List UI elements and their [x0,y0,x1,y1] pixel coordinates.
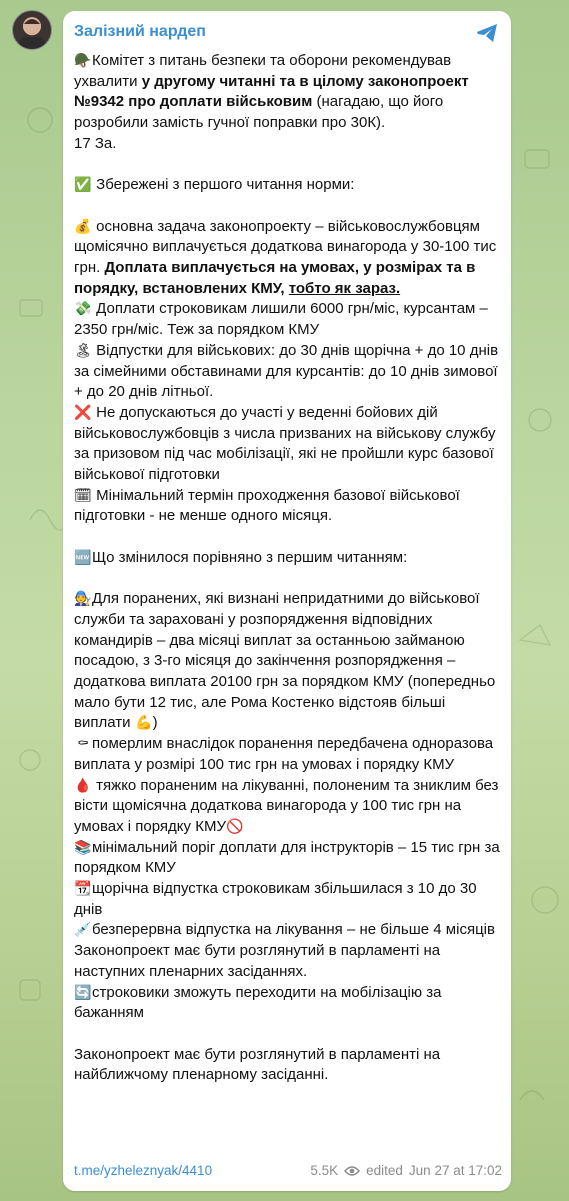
paragraph-intro [74,51,502,134]
severely-wounded-text: тяжко пораненим на лікуванні, полоненим та зниклим без вісти щомісячна додаткова винагорода у 100 тис грн на умовах і порядку КМУ [74,776,499,835]
votes-line: 17 За. [74,134,117,152]
deceased-text: померлим внаслідок поранення передбачена одноразова виплата у розмірі 100 тис грн на умовах і порядку КМУ [74,735,494,773]
item-severely-wounded [74,776,502,838]
worker-icon: 🧑‍🔧 [74,591,92,608]
item-training-term [74,486,502,527]
leave-text: Відпустки для військових: до 30 днів щорічна + до 10 днів за сімейними обставинами для курсантів: до 10 днів зимової + до 20 днів літньої. [74,341,499,401]
item-mobilization [74,983,502,1024]
new-badge-icon: 🆕 [74,549,92,566]
section-kept-label: Збережені з першого читання норми: [92,176,355,194]
training-term-text: Мінімальний термін проходження базової військової підготовки - не менше одного місяця. [74,486,460,525]
books-icon: 📚 [74,839,92,856]
coffin-icon: ⚰ [77,736,89,753]
telegram-send-icon[interactable] [475,21,499,45]
section-changes-label: Що змінилося порівняно з першим читанням: [92,548,408,566]
flexed-biceps-icon: 💪 [134,715,153,732]
combat-ban-text: Не допускаються до участі у веденні бойових дій військовослужбовців з числа призваних на військову службу за призовом під час мобілізації, які не пройшли курс базової військової підготовки [74,403,496,484]
money-wings-icon: 💸 [74,301,92,318]
conscripts-text: Доплати строковикам лишили 6000 грн/міс, курсантам – 2350 грн/міс. Теж за порядком КМУ [74,300,488,339]
item-leave [74,341,502,403]
mobilization-text: строковики зможуть переходити на мобілізацію за бажанням [74,983,442,1022]
item-main-task [74,217,502,300]
wounded-text: Для поранених, які визнані непридатними до військової служби та зараховані у розпорядження відповідних командирів – два місяці виплат за останньою займаною посадою, з 3-го місяця до закінчення розпорядження – додаткова виплата 20100 грн за порядком КМУ (попередньо мало бути 12 тис, але Рома Костенко відстояв більші виплати [74,590,496,732]
message-footer [74,1163,502,1183]
item-consideration: Законопроект має бути розглянутий в парламенті на наступних пленарних засіданнях. [74,942,441,980]
syringe-icon: 💉 [74,922,92,939]
repeat-arrows-icon: 🔄 [74,984,92,1001]
item-combat-ban [74,403,502,486]
post-link[interactable]: t.me/yzheleznyak/4410 [74,1163,213,1178]
channel-name[interactable]: Залізний нардеп [74,23,206,40]
medical-leave-text: безперервна відпустка на лікування – не більше 4 місяців [92,921,495,939]
edited-label: edited [366,1163,403,1178]
money-bag-icon: 💰 [74,218,92,235]
calendar-icon: 🗓 [74,487,92,504]
message-bubble [63,11,511,1191]
item-wounded [74,589,502,734]
prohibited-icon: 🚫 [226,818,244,835]
message-meta [310,1163,502,1178]
item-annual-leave [74,879,502,920]
intro-text: Комітет з питань безпеки та оборони рекомендував ухвалити [74,52,452,90]
channel-avatar[interactable] [12,10,52,50]
item-medical-leave [74,920,502,941]
message-date: Jun 27 at 17:02 [408,1163,502,1178]
eye-icon [344,1165,360,1177]
section-changes [74,548,502,569]
main-task-bold: Доплата виплачується на умовах, у розмірах та в порядку, встановлених КМУ, [74,259,476,297]
cross-mark-icon: ❌ [74,404,92,421]
intro-rest: (нагадаю, що його розробили замість гучної поправки про 30К). [74,93,444,132]
blood-drop-icon: 🩸 [74,777,92,794]
main-task-text: основна задача законопроекту – військовослужбовцям щомісячно виплачується додаткова винагорода у 30-100 тис грн. [74,217,497,276]
helmet-icon: 🪖 [74,53,92,69]
final-note: Законопроект має бути розглянутий в парламенті на найближчому пленарному засіданні. [74,1045,441,1084]
island-icon: 🏝 [74,342,92,359]
check-icon: ✅ [74,177,92,194]
message-text [74,51,502,1086]
item-conscripts [74,299,502,340]
annual-leave-text: щорічна відпустка строковикам збільшилася з 10 до 30 днів [74,880,477,918]
wounded-end: ) [152,714,158,732]
item-deceased [74,734,502,775]
instructors-text: мінімальний поріг доплати для інструкторів – 15 тис грн за порядком КМУ [74,838,500,877]
main-task-underline: тобто як зараз. [288,279,401,297]
tear-off-calendar-icon: 📆 [74,881,92,898]
item-instructors [74,838,502,879]
section-kept-norms [74,175,502,196]
intro-bold: у другому читанні та в цілому законопроект №9342 про доплати військовим [74,72,469,111]
views-count: 5.5K [310,1163,339,1178]
person-avatar-icon [13,11,51,49]
